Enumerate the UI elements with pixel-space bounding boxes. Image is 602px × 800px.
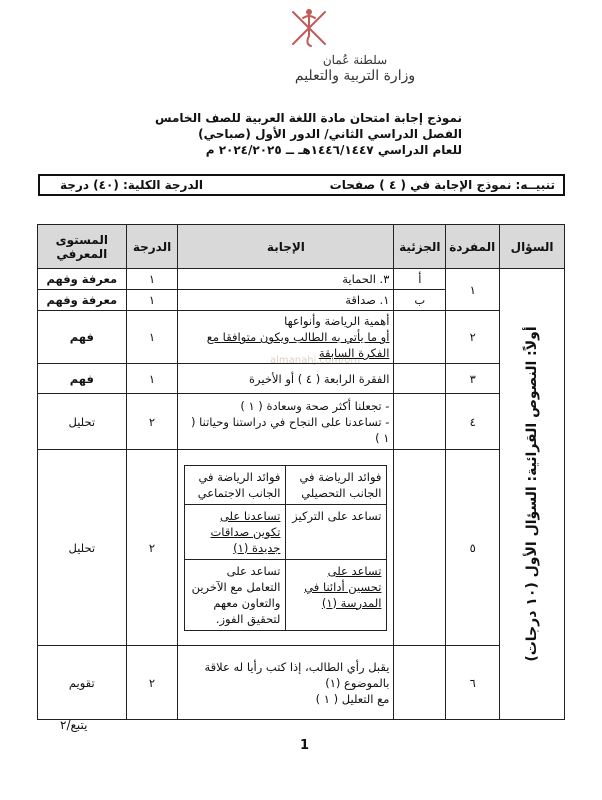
grid-head-left: فوائد الرياضة في الجانب الاجتماعي: [185, 465, 286, 504]
section-label: أولاً: النصوص القرائية: السؤال الأول (١٠ درجات): [524, 326, 541, 662]
header-question: السؤال: [500, 225, 565, 269]
header-answer: الإجابة: [178, 225, 394, 269]
mark-cell: ١: [126, 269, 178, 290]
answer-line: أهمية الرياضة وأنواعها: [284, 314, 390, 328]
table-row: [38, 269, 565, 290]
title-line3: للعام الدراسي ١٤٤٦/١٤٤٧هـ ــ ٢٠٢٤/٢٠٢٥ م: [205, 143, 462, 157]
header-level: المستوى المعرفي: [38, 225, 127, 269]
item-number: ٣: [446, 364, 500, 394]
title-line1: نموذج إجابة امتحان مادة اللغة العربية للصف الخامس: [155, 111, 462, 125]
title-line2: الفصل الدراسي الثاني/ الدور الأول (صباحي): [198, 127, 462, 141]
table-row: [38, 364, 565, 394]
level-cell: فهم: [38, 311, 127, 364]
answer-cell: [178, 646, 394, 720]
notice-total: الدرجة الكلية: (٤٠) درجة: [60, 178, 204, 192]
level-cell: معرفة وفهم: [38, 290, 127, 311]
answer-cell: ٣. الحماية: [178, 269, 394, 290]
part-empty: [394, 450, 446, 646]
item-number: ٢: [446, 311, 500, 364]
level-cell: تقويم: [38, 646, 127, 720]
notice-box: [38, 174, 565, 196]
part-letter: أ: [394, 269, 446, 290]
continued-note: يتبع/٢: [60, 718, 88, 732]
item-number: ٥: [446, 450, 500, 646]
header-mark: الدرجة: [126, 225, 178, 269]
grid-r2-right: تساعد على تحسين أدائنا في المدرسة (١): [286, 559, 387, 630]
part-letter: ب: [394, 290, 446, 311]
oman-emblem-icon: [285, 6, 333, 50]
answer-cell: الفقرة الرابعة ( ٤ ) أو الأخيرة: [178, 364, 394, 394]
watermark: almanahj.com/om: [270, 355, 361, 366]
exam-title: [122, 110, 462, 158]
answer-line: - تساعدنا على النجاح في دراستنا وحياتنا ( ١ ): [190, 414, 390, 445]
mark-cell: ١: [126, 311, 178, 364]
header-part: الجزئية: [394, 225, 446, 269]
table-row: [38, 311, 565, 364]
page-number: 1: [300, 738, 310, 753]
level-cell: تحليل: [38, 450, 127, 646]
benefits-grid: [184, 465, 387, 631]
level-cell: فهم: [38, 364, 127, 394]
section-cell: [500, 269, 565, 720]
answer-line: أو ما يأتي به الطالب ويكون متوافقا مع الفكرة السابقة: [206, 330, 390, 360]
table-row: [38, 646, 565, 720]
level-cell: معرفة وفهم: [38, 269, 127, 290]
mark-cell: ٢: [126, 450, 178, 646]
grid-r1-left: تساعدنا على تكوين صداقات جديدة (١): [185, 504, 286, 559]
mark-cell: ١: [126, 364, 178, 394]
header-item: المفردة: [446, 225, 500, 269]
grid-r2-left: تساعد على التعامل مع الآخرين والتعاون معهم لتحقيق الفوز.: [185, 559, 286, 630]
item-number: ٦: [446, 646, 500, 720]
table-row: [38, 394, 565, 450]
answer-line: - تجعلنا أكثر صحة وسعادة ( ١ ): [240, 398, 390, 413]
answer-cell: [178, 450, 394, 646]
answer-line: يقبل رأي الطالب، إذا كتب رأيا له علاقة بالموضوع (١): [204, 659, 390, 690]
ministry-line1: سلطنة عُمان: [322, 53, 388, 67]
ministry-line2: وزارة التربية والتعليم: [294, 68, 416, 84]
ministry-name: [255, 52, 455, 84]
answer-line: مع التعليل ( ١ ): [315, 691, 390, 706]
answer-cell: [178, 394, 394, 450]
item-number: ٤: [446, 394, 500, 450]
mark-cell: ٢: [126, 646, 178, 720]
answer-table: [37, 224, 565, 720]
item-number: ١: [446, 269, 500, 311]
mark-cell: ٢: [126, 394, 178, 450]
notice-pages: تنبيــه: نموذج الإجابة في ( ٤ ) صفحات: [329, 178, 555, 192]
part-empty: [394, 311, 446, 364]
mark-cell: ١: [126, 290, 178, 311]
level-cell: تحليل: [38, 394, 127, 450]
part-empty: [394, 394, 446, 450]
part-empty: [394, 646, 446, 720]
part-empty: [394, 364, 446, 394]
answer-cell: ١. صداقة: [178, 290, 394, 311]
answer-cell: [178, 311, 394, 364]
table-row: [38, 450, 565, 646]
grid-r1-right: تساعد على التركيز: [286, 504, 387, 559]
grid-head-right: فوائد الرياضة في الجانب التحصيلي: [286, 465, 387, 504]
